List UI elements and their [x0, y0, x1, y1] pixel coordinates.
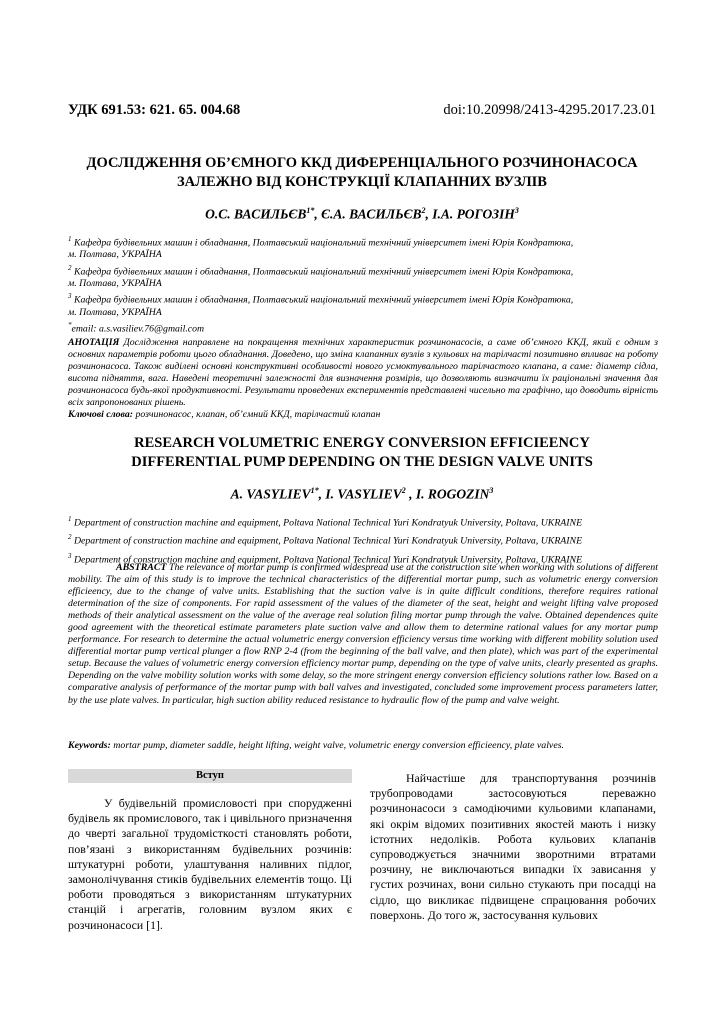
udc-code: УДК 691.53: 621. 65. 004.68 — [68, 102, 241, 118]
header-row — [68, 102, 656, 119]
author-en-1-sup: 1* — [310, 486, 319, 495]
author-3: І.А. РОГОЗІН — [432, 206, 515, 222]
affiliations-ukrainian — [68, 233, 658, 335]
abstract-uk-text: Дослідження направлене на покращення технічних характеристик розчинонасосів, а саме об’ємного ККД, який є одним з основних параметрів роботи цього обладнання. Доведено, що зміна клапанних вузлів з кульових на тарілчасті позитивно впливає на роботу розчинонасоса. Також виділені основні конструктивні особливості нового усмоктувального тарілчастого клапана, а саме: діаметр сідла, висота підняття, вага. Наведені теоретичні залежності для визначення розмірів, що дозволяють визначити їх раціональні значення для розчинонасоса будь-якої продуктивності. Результати проведених експериментів представлені чисельно та графічно, що доводить вірність всіх запропонованих рішень. — [68, 337, 658, 409]
author-1-sup: 1* — [306, 206, 315, 215]
affiliations-english — [68, 512, 668, 567]
title-en-line-1: RESEARCH VOLUMETRIC ENERGY CONVERSION EFFICIEENCY — [134, 435, 590, 451]
section-heading: Вступ — [68, 769, 352, 783]
title-uk-line-2: ЗАЛЕЖНО ВІД КОНСТРУКЦІЇ КЛАПАННИХ ВУЗЛІВ — [177, 174, 547, 190]
author-2-sup: 2 — [421, 206, 426, 215]
title-ukrainian — [60, 154, 664, 192]
email: *email: a.s.vasiliev.76@gmail.com — [68, 321, 205, 335]
keywords-en-text: mortar pump, diameter saddle, height lifting, weight valve, volumetric energy conversion efficieency, plate valves. — [110, 740, 565, 751]
abstract-english — [68, 562, 658, 707]
keywords-uk-label: Ключові слова: — [68, 409, 134, 420]
abstract-en-text: The relevance of mortar pump is confirmed widespread use at the construction site when working with solutions of different mobility. The aim of this study is to improve the technical characteristics of the differential mortar pump, such as volumetric energy conversion efficieency, due to the change of valve units. Establishing that the suction valve is in quite difficult conditions, therefore requires rational determination of the size of components. For rapid assessment of the values of the diameter of the seat, height and weight lifting valve proposed methods of their analytical assessment on the value of the average real solution filing mortar pump through the valve. Obtained dependences quite good agreement with the theoretical estimate parameters plate suction valve and allow them to determine rational values for any mortar pump performance. For research to determine the actual volumetric energy conversion efficiency versus time working with different mobility solution used differential mortar pump vertical plunger a flow RNP 2-4 (from the beginning of the ball valve, and then plate), which was part of the experimental setup. Because the values of volumetric energy conversion efficiency mortar pump, depending on the type of valve units, clearly presented as graphs. Depending on the valve mobility solution works with some delay, so the more stringent energy conversion efficiency solutions rather low. Based on a comparative analysis of performance of the mortar pump with ball valves and investigated, concluded some improvement process parameters latter, by the use plate valves. In particular, high suction ability reduced resistance to hydraulic flow of the pump and valve weight. — [68, 562, 658, 706]
authors-english: A. $VASYLIEV^{1*}$, I. VASYLIEV$^2$ , I. ROGOZIN$^3$ — [230, 486, 494, 502]
author-en-2-sup: 2 — [401, 486, 406, 495]
abstract-en-label: ABSTRACT — [116, 562, 167, 573]
affiliation-en-3: $^3$ Department of construction machine and equipment, Poltava National Technical Yuri Kondratyuk University, Poltava, UKRAINE — [68, 551, 583, 565]
affiliation-en-1: $^1$ Department of construction machine and equipment, Poltava National Technical Yuri Kondratyuk University, Poltava, UKRAINE — [68, 515, 583, 529]
abstract-ukrainian — [68, 337, 658, 410]
affiliation-uk-3: $^3$ Кафедра будівельних машин і обладнання, Полтавський національний технічний університет імені Юрія Кондратюка, м. Полтава, УКРАЇНА — [68, 292, 574, 318]
affiliation-en-2: $^2$ Department of construction machine and equipment, Poltava National Technical Yuri Kondratyuk University, Poltava, UKRAINE — [68, 533, 583, 547]
authors-ukrainian: О.С. $ВАСИЛЬЄВ^{1*}$, Є.А. ВАСИЛЬЄВ$^2$, І.А. РОГОЗІН$^3$ — [205, 206, 519, 222]
author-3-sup: 3 — [514, 206, 519, 215]
author-en-3-sup: 3 — [489, 486, 494, 495]
doi: doi:10.20998/2413-4295.2017.23.01 — [443, 102, 656, 118]
keywords-ukrainian — [68, 409, 658, 420]
body-column-left — [68, 769, 352, 933]
keywords-uk-text: розчинонасос, клапан, об’ємний ККД, тарілчастий клапан — [133, 409, 381, 420]
body-paragraph-left: У будівельній промисловості при спорудженні будівель як промислового, так і цивільного призначення до чверті загальної трудомісткості становлять роботи, пов’язані з використанням будівельних розчинів: штукатурні роботи, улаштування наливних підлог, замонолічування стиків будівельних елементів тощо. Ці роботи проводяться з використанням штукатурних станцій і агрегатів, головним вузлом яких є розчинонасоси [1]. — [68, 796, 352, 932]
author-en-2: I. VASYLIEV — [325, 486, 402, 502]
body-paragraph-right: Найчастіше для транспортування розчинів трубопроводами застосовуються переважно розчинонасоси з самодіючими кульовими клапанами, які окрім відомих позитивних якостей мають і низку істотних недоліків. Робота кульових клапанів супроводжується значними зворотними втратами розчину, не виключаються випадки їх зависання у густих розчинах, вони сильно стукають при посадці на сідло, що викликає підвищене спрацювання робочих поверхонь. До того ж, застосування кульових — [370, 771, 656, 922]
affiliation-uk-2: $^2$ Кафедра будівельних машин і обладнання, Полтавський національний технічний університет імені Юрія Кондратюка, м. Полтава, УКРАЇНА — [68, 263, 574, 290]
title-uk-line-1: ДОСЛІДЖЕННЯ ОБ’ЄМНОГО ККД ДИФЕРЕНЦІАЛЬНОГО РОЗЧИНОНАСОСА — [86, 155, 638, 171]
abstract-uk-label: АНОТАЦІЯ — [68, 337, 120, 348]
keywords-english — [68, 740, 658, 751]
author-en-1: A. VASYLIEV — [230, 486, 311, 502]
author-en-3: I. ROGOZIN — [415, 486, 490, 502]
title-en-line-2: DIFFERENTIAL PUMP DEPENDING ON THE DESIGN VALVE UNITS — [131, 454, 593, 470]
title-english — [60, 434, 664, 472]
keywords-en-label: Keywords: — [68, 740, 111, 751]
author-1: О.С. ВАСИЛЬЄВ — [205, 206, 307, 222]
author-2: Є.А. ВАСИЛЬЄВ — [321, 206, 422, 222]
body-column-right — [370, 771, 656, 923]
affiliation-uk-1: $^1$ Кафедра будівельних машин і обладнання, Полтавський національний технічний університет імені Юрія Кондратюка, м. Полтава, УКРАЇНА — [68, 235, 574, 261]
